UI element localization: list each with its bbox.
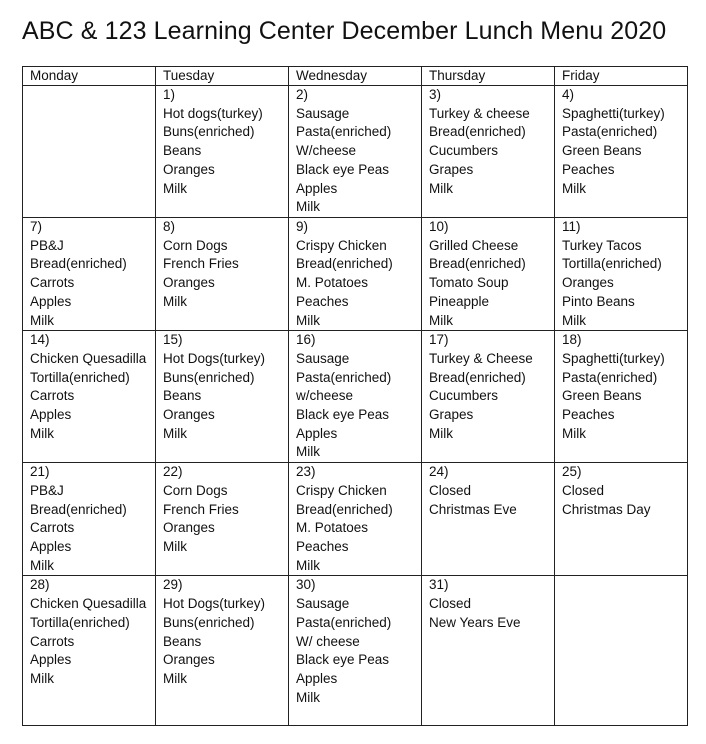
menu-item: Apples (30, 407, 72, 423)
day-number: 8) (163, 219, 176, 234)
menu-item: Apples (296, 425, 338, 441)
menu-item: Corn Dogs (163, 482, 228, 498)
menu-item: French Fries (163, 501, 239, 517)
menu-item: Bread(enriched) (296, 256, 393, 272)
menu-item: W/ cheese (296, 633, 360, 649)
menu-item: Milk (562, 425, 586, 441)
menu-item: Milk (296, 557, 320, 573)
day-cell (422, 86, 555, 218)
menu-item: Black eye Peas (296, 652, 390, 668)
day-number: 11) (562, 219, 581, 234)
menu-item: PB&J (30, 237, 64, 253)
menu-item: Spaghetti(turkey) (562, 105, 665, 121)
header-tuesday: Tuesday (156, 67, 289, 86)
menu-item: Oranges (163, 407, 215, 423)
day-number: 18) (562, 332, 582, 348)
menu-item: Apples (296, 180, 338, 196)
day-number: 22) (163, 464, 183, 480)
menu-item: Closed (562, 482, 605, 498)
day-number: 16) (296, 332, 316, 348)
week-row (23, 86, 688, 218)
day-number: 4) (562, 87, 575, 102)
menu-item: Bread(enriched) (429, 124, 526, 140)
menu-item: Milk (429, 180, 453, 196)
menu-item: Cucumbers (429, 143, 499, 159)
menu-item: Pasta(enriched) (296, 614, 392, 630)
menu-item: M. Potatoes (296, 275, 369, 291)
menu-item: Bread(enriched) (296, 501, 393, 517)
day-cell (23, 463, 156, 576)
menu-item: Apples (30, 293, 72, 309)
day-number: 1) (163, 87, 176, 102)
menu-item: French Fries (163, 256, 239, 272)
menu-item: Peaches (296, 539, 349, 555)
menu-item: Milk (429, 425, 453, 441)
menu-item: Milk (163, 670, 187, 686)
menu-item: Crispy Chicken (296, 482, 387, 498)
day-cell (156, 86, 289, 218)
page-title: ABC & 123 Learning Center December Lunch Menu 2020 (22, 17, 667, 45)
menu-item: W/cheese (296, 143, 357, 159)
menu-item: Beans (163, 388, 202, 404)
day-cell (156, 463, 289, 576)
menu-item: Grapes (429, 161, 474, 177)
day-cell (23, 218, 156, 331)
menu-item: Hot dogs(turkey) (163, 105, 263, 121)
menu-item: w/cheese (296, 388, 354, 404)
day-number: 31) (429, 577, 449, 593)
menu-item: Pasta(enriched) (296, 124, 392, 140)
day-number: 2) (296, 87, 309, 102)
menu-item: Bread(enriched) (30, 501, 127, 517)
menu-item: Christmas Day (562, 501, 651, 517)
menu-item: Milk (296, 444, 320, 460)
menu-item: Buns(enriched) (163, 369, 255, 385)
menu-item: Spaghetti(turkey) (562, 350, 665, 366)
menu-item: Pasta(enriched) (562, 124, 658, 140)
menu-item: Grilled Cheese (429, 237, 519, 253)
menu-item: Milk (30, 557, 54, 573)
day-cell (156, 218, 289, 331)
menu-item: Turkey Tacos (562, 237, 642, 253)
day-number: 14) (30, 332, 50, 348)
menu-item: Black eye Peas (296, 161, 390, 177)
menu-item: Milk (296, 199, 320, 215)
day-cell (422, 463, 555, 576)
day-cell (289, 576, 422, 726)
menu-item: Milk (429, 312, 453, 328)
day-cell (289, 463, 422, 576)
day-cell (156, 331, 289, 463)
menu-item: Peaches (562, 407, 615, 423)
week-row (23, 331, 688, 463)
menu-item: Turkey & Cheese (429, 350, 533, 366)
menu-item: Corn Dogs (163, 237, 228, 253)
day-cell (289, 86, 422, 218)
day-number: 7) (30, 219, 43, 234)
menu-item: Chicken Quesadilla (30, 350, 147, 366)
menu-item: Cucumbers (429, 388, 499, 404)
day-cell (422, 331, 555, 463)
day-number: 24) (429, 464, 449, 480)
menu-item: Bread(enriched) (429, 369, 526, 385)
menu-item: Oranges (163, 275, 215, 291)
menu-item: Buns(enriched) (163, 124, 255, 140)
menu-item: Carrots (30, 388, 75, 404)
menu-item: Carrots (30, 633, 75, 649)
day-cell (289, 218, 422, 331)
day-cell (23, 331, 156, 463)
week-row (23, 576, 688, 726)
menu-item: Milk (30, 312, 54, 328)
menu-item: Milk (296, 689, 320, 705)
day-number: 23) (296, 464, 316, 480)
day-number: 17) (429, 332, 449, 348)
day-cell (156, 576, 289, 726)
day-number: 30) (296, 577, 316, 593)
menu-item: Bread(enriched) (429, 256, 526, 272)
day-number: 15) (163, 332, 183, 348)
header-wednesday: Wednesday (289, 67, 422, 86)
menu-item: Pinto Beans (562, 293, 635, 309)
menu-item: Apples (30, 539, 72, 555)
menu-item: Turkey & cheese (429, 105, 530, 121)
menu-item: Sausage (296, 105, 350, 121)
menu-item: Closed (429, 596, 472, 612)
menu-item: Milk (163, 539, 187, 555)
menu-item: Peaches (562, 161, 615, 177)
menu-item: Pasta(enriched) (562, 369, 658, 385)
header-friday: Friday (555, 67, 688, 86)
menu-item: Milk (163, 180, 187, 196)
menu-item: Milk (163, 293, 187, 309)
menu-item: Beans (163, 143, 202, 159)
menu-item: Green Beans (562, 143, 642, 159)
menu-item: Milk (163, 425, 187, 441)
menu-item: Christmas Eve (429, 501, 517, 517)
menu-item: Grapes (429, 407, 474, 423)
menu-item: Apples (30, 652, 72, 668)
menu-item: Milk (562, 312, 586, 328)
menu-item: Milk (30, 425, 54, 441)
menu-item: Carrots (30, 520, 75, 536)
menu-item: M. Potatoes (296, 520, 369, 536)
day-number: 21) (30, 464, 50, 480)
menu-item: Milk (296, 312, 320, 328)
lunch-menu-table (22, 66, 688, 726)
menu-item: New Years Eve (429, 614, 521, 630)
menu-item: Beans (163, 633, 202, 649)
day-number: 28) (30, 577, 50, 593)
menu-item: Black eye Peas (296, 407, 390, 423)
day-cell (555, 86, 688, 218)
menu-item: Bread(enriched) (30, 256, 127, 272)
menu-item: Pineapple (429, 293, 490, 309)
menu-item: Buns(enriched) (163, 614, 255, 630)
day-number: 9) (296, 219, 309, 234)
day-number: 3) (429, 87, 442, 102)
menu-item: Crispy Chicken (296, 237, 387, 253)
menu-item: Closed (429, 482, 472, 498)
menu-item: Sausage (296, 350, 350, 366)
menu-item: Oranges (562, 275, 614, 291)
menu-item: Tortilla(enriched) (30, 614, 130, 630)
header-monday: Monday (23, 67, 156, 86)
menu-item: Sausage (296, 596, 350, 612)
day-number: 25) (562, 464, 582, 480)
table-body (23, 86, 688, 726)
menu-item: Oranges (163, 520, 215, 536)
day-cell (422, 218, 555, 331)
menu-item: PB&J (30, 482, 64, 498)
day-cell (23, 576, 156, 726)
menu-item: Tortilla(enriched) (30, 369, 130, 385)
empty-day-cell (555, 576, 688, 726)
menu-item: Tortilla(enriched) (562, 256, 662, 272)
menu-item: Chicken Quesadilla (30, 596, 147, 612)
day-cell (555, 331, 688, 463)
day-cell (555, 463, 688, 576)
menu-item: Hot Dogs(turkey) (163, 350, 266, 366)
menu-item: Hot Dogs(turkey) (163, 596, 266, 612)
week-row (23, 218, 688, 331)
menu-item: Milk (562, 180, 586, 196)
menu-item: Oranges (163, 652, 215, 668)
menu-item: Oranges (163, 161, 215, 177)
day-number: 29) (163, 577, 183, 593)
menu-item: Apples (296, 670, 338, 686)
day-number: 10) (429, 219, 449, 234)
table-header-row (23, 67, 688, 86)
day-cell (555, 218, 688, 331)
menu-item: Tomato Soup (429, 275, 509, 291)
menu-item: Pasta(enriched) (296, 369, 392, 385)
week-row (23, 463, 688, 576)
menu-item: Green Beans (562, 388, 642, 404)
menu-item: Peaches (296, 293, 349, 309)
menu-item: Milk (30, 670, 54, 686)
menu-item: Carrots (30, 275, 75, 291)
day-cell (422, 576, 555, 726)
day-cell (289, 331, 422, 463)
header-thursday: Thursday (422, 67, 555, 86)
empty-day-cell (23, 86, 156, 218)
